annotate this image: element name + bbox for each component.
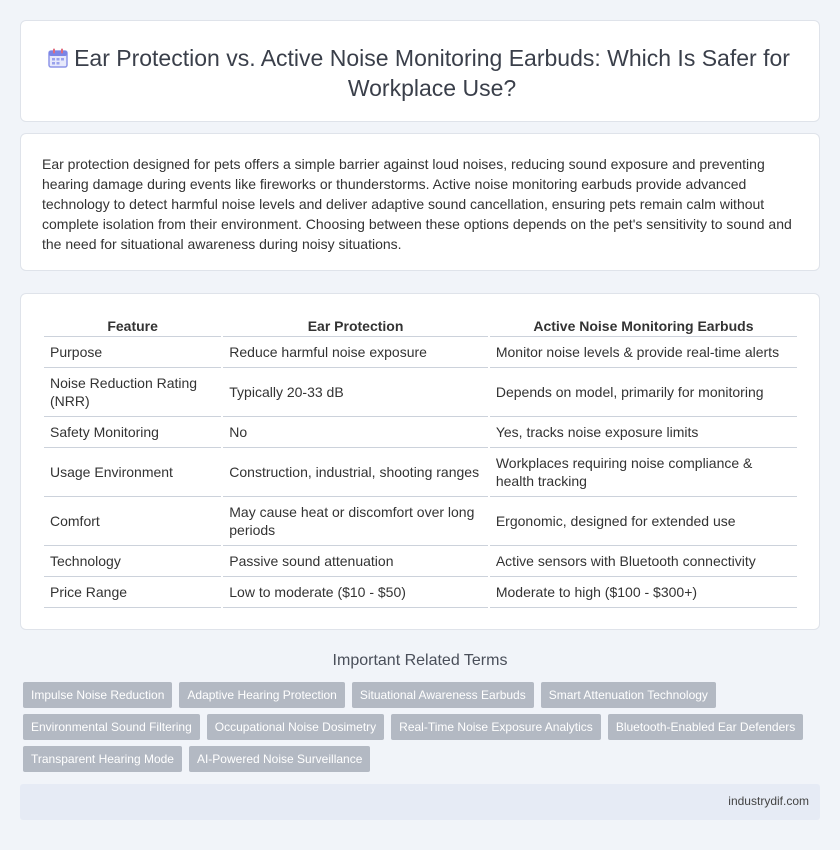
related-term-tag[interactable]: Occupational Noise Dosimetry — [207, 714, 384, 740]
calendar-icon — [47, 47, 69, 69]
table-cell: May cause heat or discomfort over long periods — [223, 497, 488, 546]
table-header-row — [44, 316, 797, 337]
table-cell: Technology — [44, 546, 221, 577]
table-cell: Ergonomic, designed for extended use — [490, 497, 797, 546]
table-cell: Typically 20-33 dB — [223, 368, 488, 417]
table-cell: Yes, tracks noise exposure limits — [490, 417, 797, 448]
table-row — [44, 448, 797, 497]
page-title: Ear Protection vs. Active Noise Monitoring Earbuds: Which Is Safer for Workplace Use? — [74, 45, 790, 101]
table-cell: Purpose — [44, 337, 221, 368]
table-cell: Moderate to high ($100 - $300+) — [490, 577, 797, 608]
table-card — [20, 293, 820, 630]
table-cell: Depends on model, primarily for monitoring — [490, 368, 797, 417]
related-terms-list — [23, 682, 813, 778]
table-cell: Workplaces requiring noise compliance & health tracking — [490, 448, 797, 497]
intro-card — [20, 133, 820, 271]
table-cell: Safety Monitoring — [44, 417, 221, 448]
related-terms-heading: Important Related Terms — [332, 652, 508, 669]
table-cell: Passive sound attenuation — [223, 546, 488, 577]
footer-site-link[interactable]: industrydif.com — [728, 794, 809, 808]
table-cell: Reduce harmful noise exposure — [223, 337, 488, 368]
table-cell: Active sensors with Bluetooth connectivity — [490, 546, 797, 577]
table-row — [44, 417, 797, 448]
table-cell: Price Range — [44, 577, 221, 608]
related-term-tag[interactable]: Smart Attenuation Technology — [541, 682, 716, 708]
table-cell: Low to moderate ($10 - $50) — [223, 577, 488, 608]
table-row — [44, 546, 797, 577]
table-cell: Comfort — [44, 497, 221, 546]
header-active-noise-monitoring: Active Noise Monitoring Earbuds — [490, 316, 797, 337]
header-ear-protection: Ear Protection — [223, 316, 488, 337]
related-term-tag[interactable]: Bluetooth-Enabled Ear Defenders — [608, 714, 803, 740]
related-term-tag[interactable]: Situational Awareness Earbuds — [352, 682, 534, 708]
table-row — [44, 368, 797, 417]
related-term-tag[interactable]: Environmental Sound Filtering — [23, 714, 200, 740]
header-feature: Feature — [44, 316, 221, 337]
related-term-tag[interactable]: Adaptive Hearing Protection — [179, 682, 344, 708]
table-row — [44, 497, 797, 546]
table-cell: Usage Environment — [44, 448, 221, 497]
related-term-tag[interactable]: Impulse Noise Reduction — [23, 682, 172, 708]
table-row — [44, 337, 797, 368]
title-card — [20, 20, 820, 122]
title-wrap — [21, 43, 819, 103]
related-term-tag[interactable]: Real-Time Noise Exposure Analytics — [391, 714, 601, 740]
table-cell: Monitor noise levels & provide real-time alerts — [490, 337, 797, 368]
intro-paragraph: Ear protection designed for pets offers a simple barrier against loud noises, reducing sound exposure and preventing hearing damage during events like fireworks or thunderstorms. Active noise monitoring earbuds provide advanced technology to detect harmful noise levels and deliver adaptive sound cancellation, ensuring pets remain calm without complete isolation from their environment. Choosing between these options depends on the pet's sensitivity to sound and the need for situational awareness during noisy situations. — [42, 156, 792, 252]
table-cell: Construction, industrial, shooting ranges — [223, 448, 488, 497]
footer — [20, 784, 820, 820]
related-term-tag[interactable]: AI-Powered Noise Surveillance — [189, 746, 370, 772]
table-cell: No — [223, 417, 488, 448]
related-term-tag[interactable]: Transparent Hearing Mode — [23, 746, 182, 772]
table-cell: Noise Reduction Rating (NRR) — [44, 368, 221, 417]
comparison-table — [42, 316, 799, 608]
table-row — [44, 577, 797, 608]
